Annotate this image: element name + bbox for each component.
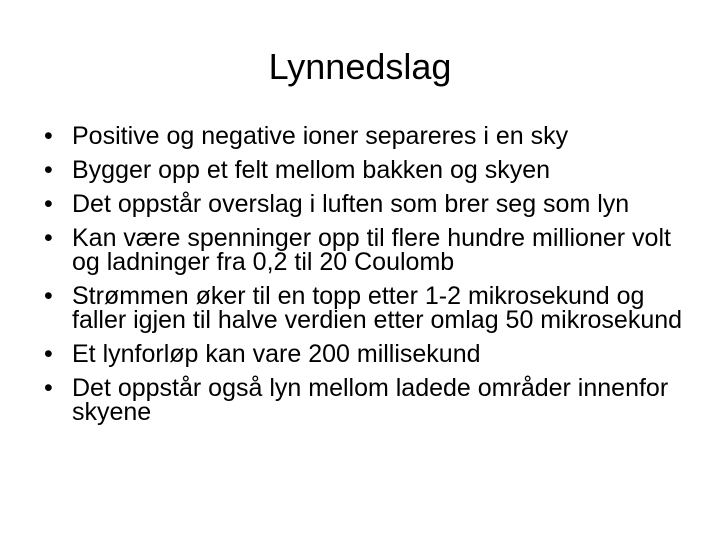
bullet-list: [0, 124, 720, 434]
bullet-item: [0, 284, 720, 332]
bullet-text: Det oppstår også lyn mellom ladede områder innenfor skyene: [72, 374, 669, 426]
bullet-dot-icon: •: [44, 122, 53, 150]
bullet-text: Positive og negative ioner separeres i en sky: [72, 122, 569, 150]
bullet-dot-icon: •: [44, 340, 53, 368]
slide-title: Lynnedslag: [268, 46, 452, 87]
bullet-item: [0, 376, 720, 424]
bullet-item: [0, 158, 720, 182]
bullet-text: Bygger opp et felt mellom bakken og skyen: [72, 156, 551, 184]
bullet-dot-icon: •: [44, 190, 53, 218]
bullet-item: [0, 124, 720, 148]
bullet-dot-icon: •: [44, 224, 53, 252]
bullet-text: Et lynforløp kan vare 200 millisekund: [72, 340, 481, 368]
bullet-text: Kan være spenninger opp til flere hundre millioner volt og ladninger fra 0,2 til 20 Coulomb: [72, 224, 671, 276]
bullet-item: [0, 192, 720, 216]
bullet-dot-icon: •: [44, 374, 53, 402]
bullet-dot-icon: •: [44, 282, 53, 310]
bullet-item: [0, 342, 720, 366]
bullet-text: Strømmen øker til en topp etter 1-2 mikrosekund og faller igjen til halve verdien etter omlag 50 mikrosekund: [72, 282, 683, 334]
bullet-dot-icon: •: [44, 156, 53, 184]
bullet-text: Det oppstår overslag i luften som brer seg som lyn: [72, 190, 630, 218]
bullet-item: [0, 226, 720, 274]
